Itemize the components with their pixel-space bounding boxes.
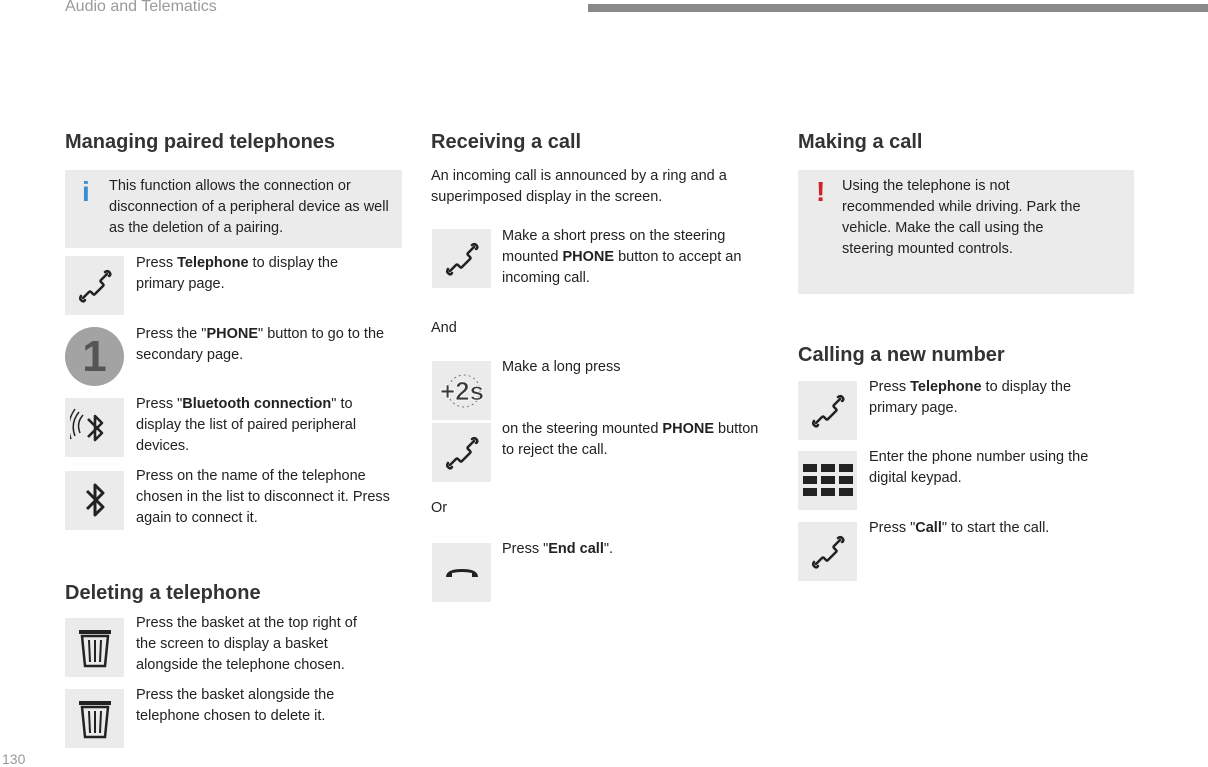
making-heading: Making a call — [798, 131, 923, 153]
managing-step1: Press Telephone to display the primary page. — [136, 255, 339, 292]
phone-icon — [432, 229, 491, 288]
long-press-icon — [432, 361, 491, 420]
phone-icon — [798, 522, 857, 581]
managing-step2: Press the "PHONE" button to go to the secondary page. — [136, 326, 385, 363]
warning-icon: ! — [816, 176, 826, 207]
and-label: And — [431, 320, 457, 336]
managing-heading: Managing paired telephones — [65, 131, 336, 153]
bluetooth-icon — [65, 471, 124, 530]
receiving-step3: on the steering mounted PHONE button to reject the call. — [502, 421, 759, 458]
warning-note — [798, 170, 1134, 294]
phone-icon — [65, 256, 124, 315]
deleting-step1: Press the basket at the top right of the screen to display a basket alongside the telephone chosen. — [136, 615, 357, 673]
warning-text: Using the telephone is not recommended while driving. Park the vehicle. Make the call using the steering mounted controls. — [842, 178, 1081, 257]
end-call-icon — [432, 543, 491, 602]
basket-icon — [65, 618, 124, 677]
managing-step3: Press "Bluetooth connection" to display the list of paired peripheral devices. — [136, 396, 357, 454]
receiving-step4: Press "End call". — [502, 541, 614, 557]
info-text: This function allows the connection or disconnection of a peripheral device as well as the deletion of a pairing. — [109, 178, 389, 236]
phone-icon — [432, 423, 491, 482]
calling-step1: Press Telephone to display the primary page. — [869, 379, 1072, 416]
calling-heading: Calling a new number — [798, 344, 1005, 366]
header-bar — [588, 4, 1208, 12]
calling-step2: Enter the phone number using the digital keypad. — [869, 449, 1089, 486]
step-number-badge: 1 — [65, 327, 124, 386]
keypad-icon — [798, 451, 857, 510]
receiving-heading: Receiving a call — [431, 131, 582, 153]
page-number: 130 — [2, 751, 26, 767]
managing-step4: Press on the name of the telephone chosen in the list to disconnect it. Press again to connect it. — [136, 468, 390, 526]
basket-icon — [65, 689, 124, 748]
info-note — [65, 170, 402, 248]
info-icon: i — [82, 176, 90, 207]
receiving-intro: An incoming call is announced by a ring and a superimposed display in the screen. — [431, 168, 727, 205]
receiving-step2: Make a long press — [502, 359, 621, 375]
calling-step3: Press "Call" to start the call. — [869, 520, 1050, 536]
bluetooth-connection-icon — [65, 398, 124, 457]
or-label: Or — [431, 500, 448, 516]
phone-icon — [798, 381, 857, 440]
receiving-step1: Make a short press on the steering mounted PHONE button to accept an incoming call. — [502, 228, 742, 286]
hold-duration-label: +2s — [439, 375, 484, 406]
deleting-step2: Press the basket alongside the telephone chosen to delete it. — [136, 687, 335, 724]
section-title: Audio and Telematics — [65, 0, 217, 15]
deleting-heading: Deleting a telephone — [65, 582, 261, 604]
